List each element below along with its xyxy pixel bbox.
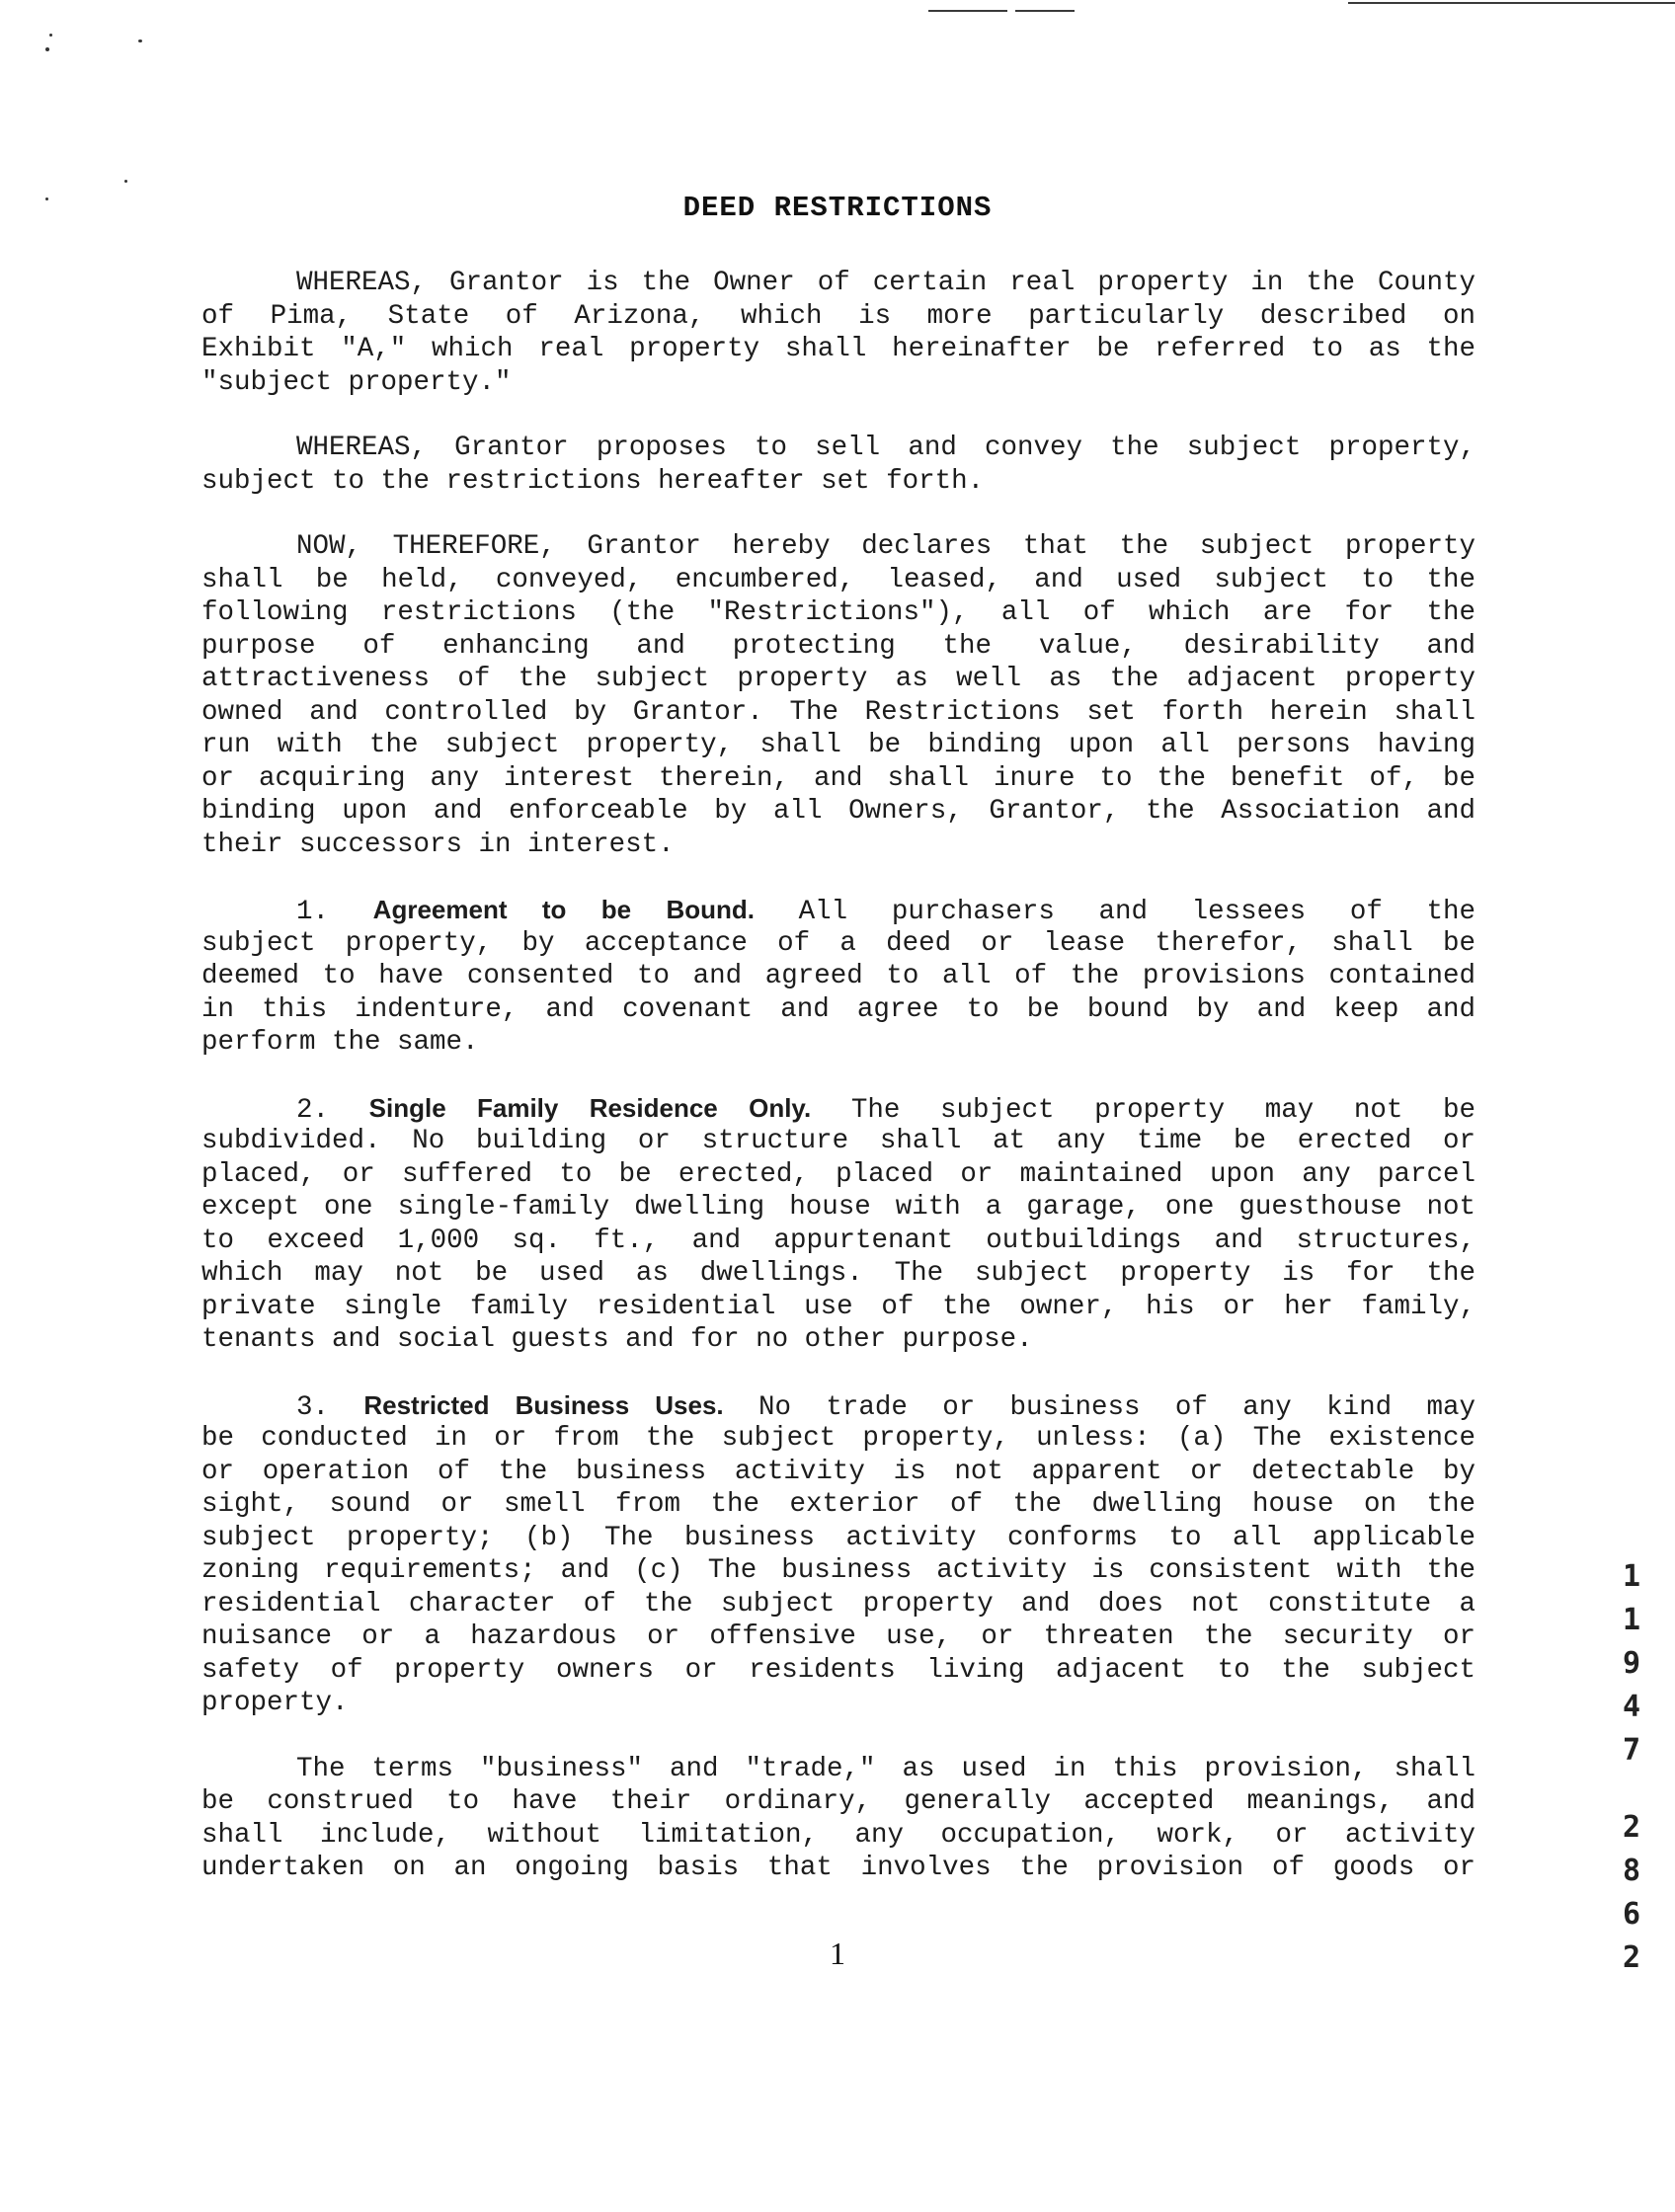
text-line: nuisance or a hazardous or offensive use, or threaten the security or xyxy=(201,1621,1476,1652)
text-line: or operation of the business activity is not apparent or detectable by xyxy=(201,1456,1476,1487)
margin-gap xyxy=(1612,1773,1651,1806)
scan-artifact-line xyxy=(1015,10,1075,12)
paragraph-whereas-sell xyxy=(201,432,1476,498)
scan-speck xyxy=(138,40,142,42)
section-first-line xyxy=(201,1092,1476,1126)
text-line: sight, sound or smell from the exterior of the dwelling house on the xyxy=(201,1489,1476,1520)
margin-digit: 1 xyxy=(1622,1603,1641,1637)
text-line: safety of property owners or residents living adjacent to the subject xyxy=(201,1654,1476,1686)
margin-digit: 2 xyxy=(1622,1810,1641,1845)
text-line: purpose of enhancing and protecting the value, desirability and xyxy=(201,630,1476,662)
text-line: run with the subject property, shall be binding upon all persons having xyxy=(201,730,1476,760)
document-title: DEED RESTRICTIONS xyxy=(682,192,993,224)
text-line: binding upon and enforceable by all Owners, Grantor, the Association and xyxy=(201,796,1476,827)
section-agreement-to-be-bound xyxy=(201,894,1476,1060)
text-line: placed, or suffered to be erected, placed or maintained upon any parcel xyxy=(201,1158,1476,1190)
margin-digit: 8 xyxy=(1622,1854,1641,1888)
scan-speck xyxy=(45,47,49,51)
text-line: "subject property." xyxy=(201,366,512,398)
margin-digit: 2 xyxy=(1622,1940,1641,1975)
text-line: WHEREAS, Grantor is the Owner of certain real property in the County xyxy=(296,268,1476,298)
margin-digit: 1 xyxy=(1622,1559,1641,1594)
section-heading: Restricted Business Uses. xyxy=(363,1389,724,1420)
text-line: which may not be used as dwellings. The subject property is for the xyxy=(201,1258,1476,1289)
scan-speck xyxy=(49,34,52,37)
text-line: subject to the restrictions hereafter set forth. xyxy=(201,465,985,497)
section-first-line-text: All purchasers and lessees of the xyxy=(798,897,1476,927)
text-line: attractiveness of the subject property as well as the adjacent property xyxy=(201,664,1476,694)
section-first-line xyxy=(201,1389,1476,1423)
text-line: to exceed 1,000 sq. ft., and appurtenant outbuildings and structures, xyxy=(201,1224,1476,1256)
text-line: except one single-family dwelling house with a garage, one guesthouse not xyxy=(201,1192,1476,1223)
text-line: in this indenture, and covenant and agree to be bound by and keep and xyxy=(201,993,1476,1025)
section-heading: Single Family Residence Only. xyxy=(368,1092,812,1123)
text-line: tenants and social guests and for no other purpose. xyxy=(201,1324,1033,1355)
paragraph-whereas-owner xyxy=(201,267,1476,399)
text-line: following restrictions (the "Restrictions"), all of which are for the xyxy=(201,597,1476,628)
text-line: NOW, THEREFORE, Grantor hereby declares that the subject property xyxy=(296,531,1476,562)
paragraph-business-definition xyxy=(201,1753,1476,1885)
text-line: owned and controlled by Grantor. The Restrictions set forth herein shall xyxy=(201,696,1476,728)
text-line: zoning requirements; and (c) The business activity is consistent with the xyxy=(201,1555,1476,1586)
text-line: deemed to have consented to and agreed to all of the provisions contained xyxy=(201,961,1476,991)
scan-artifact-line xyxy=(1348,2,1675,4)
margin-digit: 9 xyxy=(1622,1646,1641,1681)
section-heading: Agreement to be Bound. xyxy=(372,895,756,924)
document-body xyxy=(201,267,1476,1918)
text-line: or acquiring any interest therein, and shall inure to the benefit of, be xyxy=(201,762,1476,794)
section-number: 1. xyxy=(296,897,330,927)
text-line: of Pima, State of Arizona, which is more particularly described on xyxy=(201,300,1476,332)
margin-digit: 7 xyxy=(1622,1733,1641,1768)
margin-digit: 4 xyxy=(1622,1690,1641,1724)
text-line: property. xyxy=(201,1688,349,1718)
text-line: Exhibit "A," which real property shall hereinafter be referred to as the xyxy=(201,334,1476,364)
text-line: subject property; (b) The business activity conforms to all applicable xyxy=(201,1522,1476,1553)
section-number: 2. xyxy=(296,1094,330,1125)
margin-digit: 6 xyxy=(1622,1897,1641,1932)
text-line: perform the same. xyxy=(201,1027,479,1058)
text-line: WHEREAS, Grantor proposes to sell and convey the subject property, xyxy=(296,433,1476,463)
section-first-line xyxy=(201,894,1476,927)
page-number: 1 xyxy=(830,1936,845,1971)
text-line: their successors in interest. xyxy=(201,829,675,860)
text-line: undertaken on an ongoing basis that involves the provision of goods or xyxy=(201,1853,1476,1883)
text-line: subject property, by acceptance of a deed or lease therefor, shall be xyxy=(201,927,1476,959)
text-line: private single family residential use of the owner, his or her family, xyxy=(201,1291,1476,1322)
text-line: shall include, without limitation, any occupation, work, or activity xyxy=(201,1819,1476,1851)
text-line: The terms "business" and "trade," as used in this provision, shall xyxy=(296,1753,1476,1784)
recording-number-margin xyxy=(1612,1555,1651,1980)
section-restricted-business-uses xyxy=(201,1389,1476,1720)
text-line: residential character of the subject property and does not constitute a xyxy=(201,1588,1476,1620)
section-single-family-residence xyxy=(201,1092,1476,1357)
paragraph-now-therefore xyxy=(201,530,1476,861)
text-line: shall be held, conveyed, encumbered, leased, and used subject to the xyxy=(201,564,1476,595)
text-line: subdivided. No building or structure shall at any time be erected or xyxy=(201,1126,1476,1156)
scan-speck xyxy=(124,180,127,183)
scan-artifact-line xyxy=(928,10,1007,12)
section-number: 3. xyxy=(296,1391,330,1422)
text-line: be conducted in or from the subject property, unless: (a) The existence xyxy=(201,1423,1476,1454)
text-line: be construed to have their ordinary, generally accepted meanings, and xyxy=(201,1786,1476,1817)
section-first-line-text: No trade or business of any kind may xyxy=(758,1391,1476,1422)
section-first-line-text: The subject property may not be xyxy=(850,1094,1476,1125)
